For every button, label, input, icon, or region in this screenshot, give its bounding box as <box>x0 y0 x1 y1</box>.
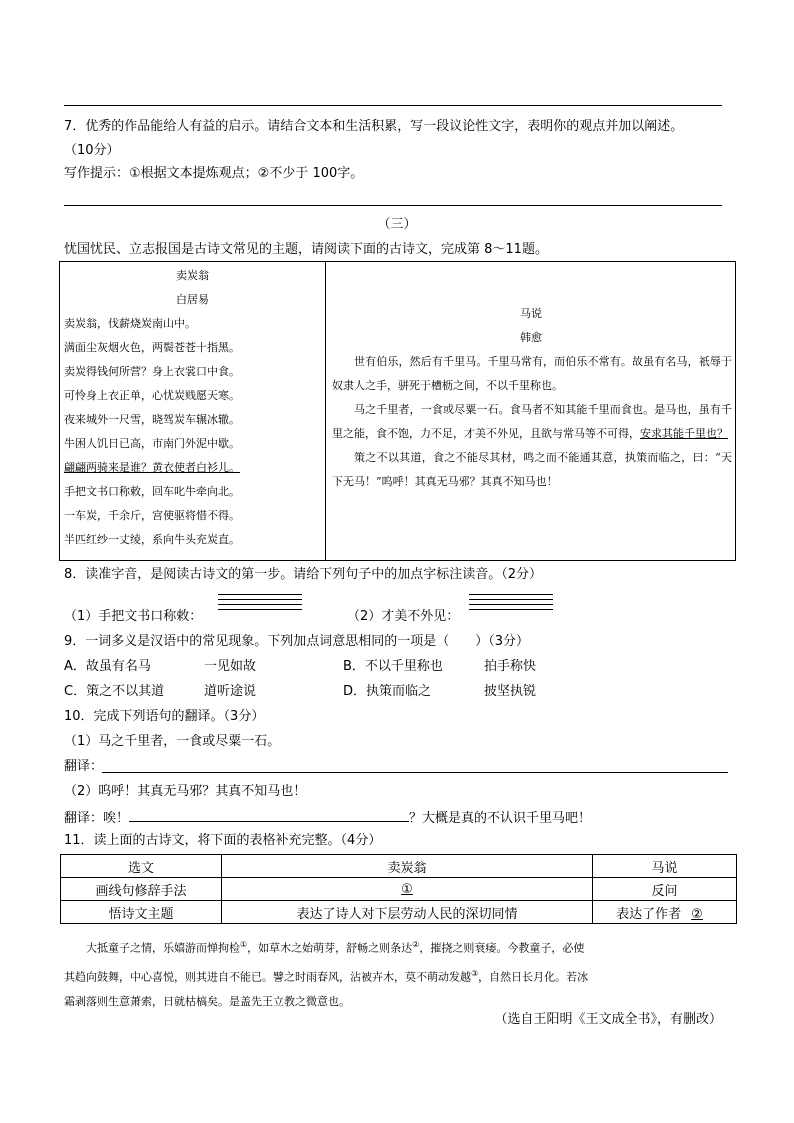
q11-cell: 表达了诗人对下层劳动人民的深切同情 <box>222 901 593 924</box>
essay-paragraph: 策之不以其道，食之不能尽其材，鸣之而不能通其意，执策而临之，曰：“天下无马！”呜呼！其真无马邪？其真不知马也！ <box>332 451 732 488</box>
q7-stem-line2: （10分） <box>64 143 120 158</box>
footnote-marker: ③ <box>471 968 479 978</box>
poem-line: 卖炭翁，伐薪烧炭南山中。 <box>64 317 196 330</box>
answer-line-q7 <box>64 205 722 206</box>
q8-item-1: （1）手把文书口称敕： <box>64 609 203 624</box>
essay-paragraph <box>332 398 732 446</box>
poem-title: 卖炭翁 <box>176 269 209 282</box>
q11-blank-2[interactable]: ② <box>691 906 703 922</box>
q9-stem: 9．一词多义是汉语中的常见现象。下列加点词意思相同的一项是（ ）（3分） <box>64 634 530 649</box>
q9-option-c-compare: 道听途说 <box>204 684 257 699</box>
q10-translate-2 <box>64 807 591 829</box>
q10-sentence-2: （2）呜呼！其真无马邪？其真不知马也！ <box>64 784 307 799</box>
section-title: （三） <box>377 217 417 232</box>
poem-line: 满面尘灰烟火色，两鬓苍苍十指黑。 <box>64 341 240 354</box>
essay-body <box>332 350 732 494</box>
passage-line: 霜剥落则生意萧索，日就枯槁矣。是盖先王立教之微意也。 <box>64 995 350 1009</box>
footnote-marker: ① <box>240 940 248 949</box>
essay-paragraph: 世有伯乐，然后有千里马。千里马常有，而伯乐不常有。故虽有名马，祇辱于奴隶人之手，骈死于槽枥之间，不以千里称也。 <box>332 355 732 392</box>
q10-translate-label-2: 翻译：唉！ <box>64 811 130 826</box>
poem-line-underlined: 翩翩两骑来是谁？黄衣使者白衫儿。 <box>64 461 240 474</box>
q10-translate-suffix: ？大概是真的不认识千里马吧！ <box>409 811 592 826</box>
q8-stem: 8．读准字音，是阅读古诗文的第一步。请给下列句子中的加点字标注读音。（2分） <box>64 567 543 582</box>
q11-blank-cell[interactable] <box>593 901 737 924</box>
q10-answer-line-2[interactable] <box>129 807 409 822</box>
q10-stem: 10．完成下列语句的翻译。（3分） <box>64 709 265 724</box>
q7-stem-line1: 7．优秀的作品能给人有益的启示。请结合文本和生活积累，写一段议论性文字，表明你的观点并加以阐述。 <box>64 119 684 134</box>
poem-line: 手把文书口称敕，回车叱牛牵向北。 <box>64 485 240 498</box>
q8-answer-lines-1[interactable] <box>218 594 302 614</box>
passage-source: （选自王阳明《王文成全书》，有删改） <box>494 1012 722 1027</box>
q10-answer-line-1[interactable] <box>102 772 728 773</box>
q9-option-b-compare: 拍手称快 <box>484 659 537 674</box>
q10-translate-label-1: 翻译： <box>64 759 104 774</box>
footnote-marker: ② <box>412 940 420 949</box>
poem-author: 白居易 <box>176 293 209 306</box>
q9-option-d[interactable]: D．执策而临之 <box>343 684 432 699</box>
q11-table <box>60 854 737 924</box>
q11-header-cell: 卖炭翁 <box>222 855 593 878</box>
q11-blank-cell[interactable] <box>222 878 593 901</box>
q11-cell-prefix: 表达了作者 <box>616 906 682 922</box>
essay-p2-text: 马之千里者，一食或尽粟一石。食马者不知其能千里而食也。是马也，虽有千里之能，食不饱，力不足，才美不外见，且欲与常马等不可得， <box>332 403 732 440</box>
q9-option-d-compare: 披坚执锐 <box>484 684 537 699</box>
q11-header-cell: 马说 <box>593 855 737 878</box>
answer-line-q6 <box>64 105 722 106</box>
q8-answer-lines-2[interactable] <box>469 594 553 614</box>
q9-option-b[interactable]: B．不以千里称也 <box>343 659 443 674</box>
extra-passage <box>64 932 728 1014</box>
q11-row-label: 画线句修辞手法 <box>61 878 222 901</box>
section-intro: 忧国忧民、立志报国是古诗文常见的主题，请阅读下面的古诗文，完成第 8～11题。 <box>64 242 548 257</box>
q7-hint: 写作提示：①根据文本提炼观点；②不少于 100字。 <box>64 166 364 181</box>
poem-line: 一车炭，千余斤，宫使驱将惜不得。 <box>64 509 240 522</box>
passage-line: 大抵童子之情，乐嬉游而惮拘检①，如草木之始萌芽，舒畅之则条达②，摧挠之则衰痿。今教童子，必使 <box>86 940 585 955</box>
essay-author: 韩愈 <box>520 331 542 344</box>
essay-underlined-sentence: 安求其能千里也？ <box>640 427 728 440</box>
poem-line: 夜来城外一尺雪，晓驾炭车辗冰辙。 <box>64 413 240 426</box>
q9-option-c[interactable]: C．策之不以其道 <box>64 684 165 699</box>
poem-line: 半匹红纱一丈绫，系向牛头充炭直。 <box>64 533 240 546</box>
q11-blank-1[interactable]: ① <box>401 881 413 897</box>
q10-sentence-1: （1）马之千里者，一食或尽粟一石。 <box>64 734 281 749</box>
q11-cell: 反问 <box>593 878 737 901</box>
passage-line: 其趋向鼓舞，中心喜悦，则其进自不能已。譬之时雨春风，沾被卉木，莫不萌动发越③，自然日长月化。若冰 <box>64 968 589 984</box>
q8-item-2: （2）才美不外见： <box>347 609 460 624</box>
poem-line: 卖炭得钱何所营？身上衣裳口中食。 <box>64 365 240 378</box>
q11-stem: 11．读上面的古诗文，将下面的表格补充完整。（4分） <box>64 833 382 848</box>
q9-option-a[interactable]: A．故虽有名马 <box>64 659 151 674</box>
poem-line: 牛困人饥日已高，市南门外泥中歇。 <box>64 437 240 450</box>
q11-header-cell: 选文 <box>61 855 222 878</box>
q11-row-label: 悟诗文主题 <box>61 901 222 924</box>
essay-title: 马说 <box>520 307 542 320</box>
poem-line: 可怜身上衣正单，心忧炭贱愿天寒。 <box>64 389 240 402</box>
q9-option-a-compare: 一见如故 <box>204 659 257 674</box>
poem-body <box>64 312 240 552</box>
